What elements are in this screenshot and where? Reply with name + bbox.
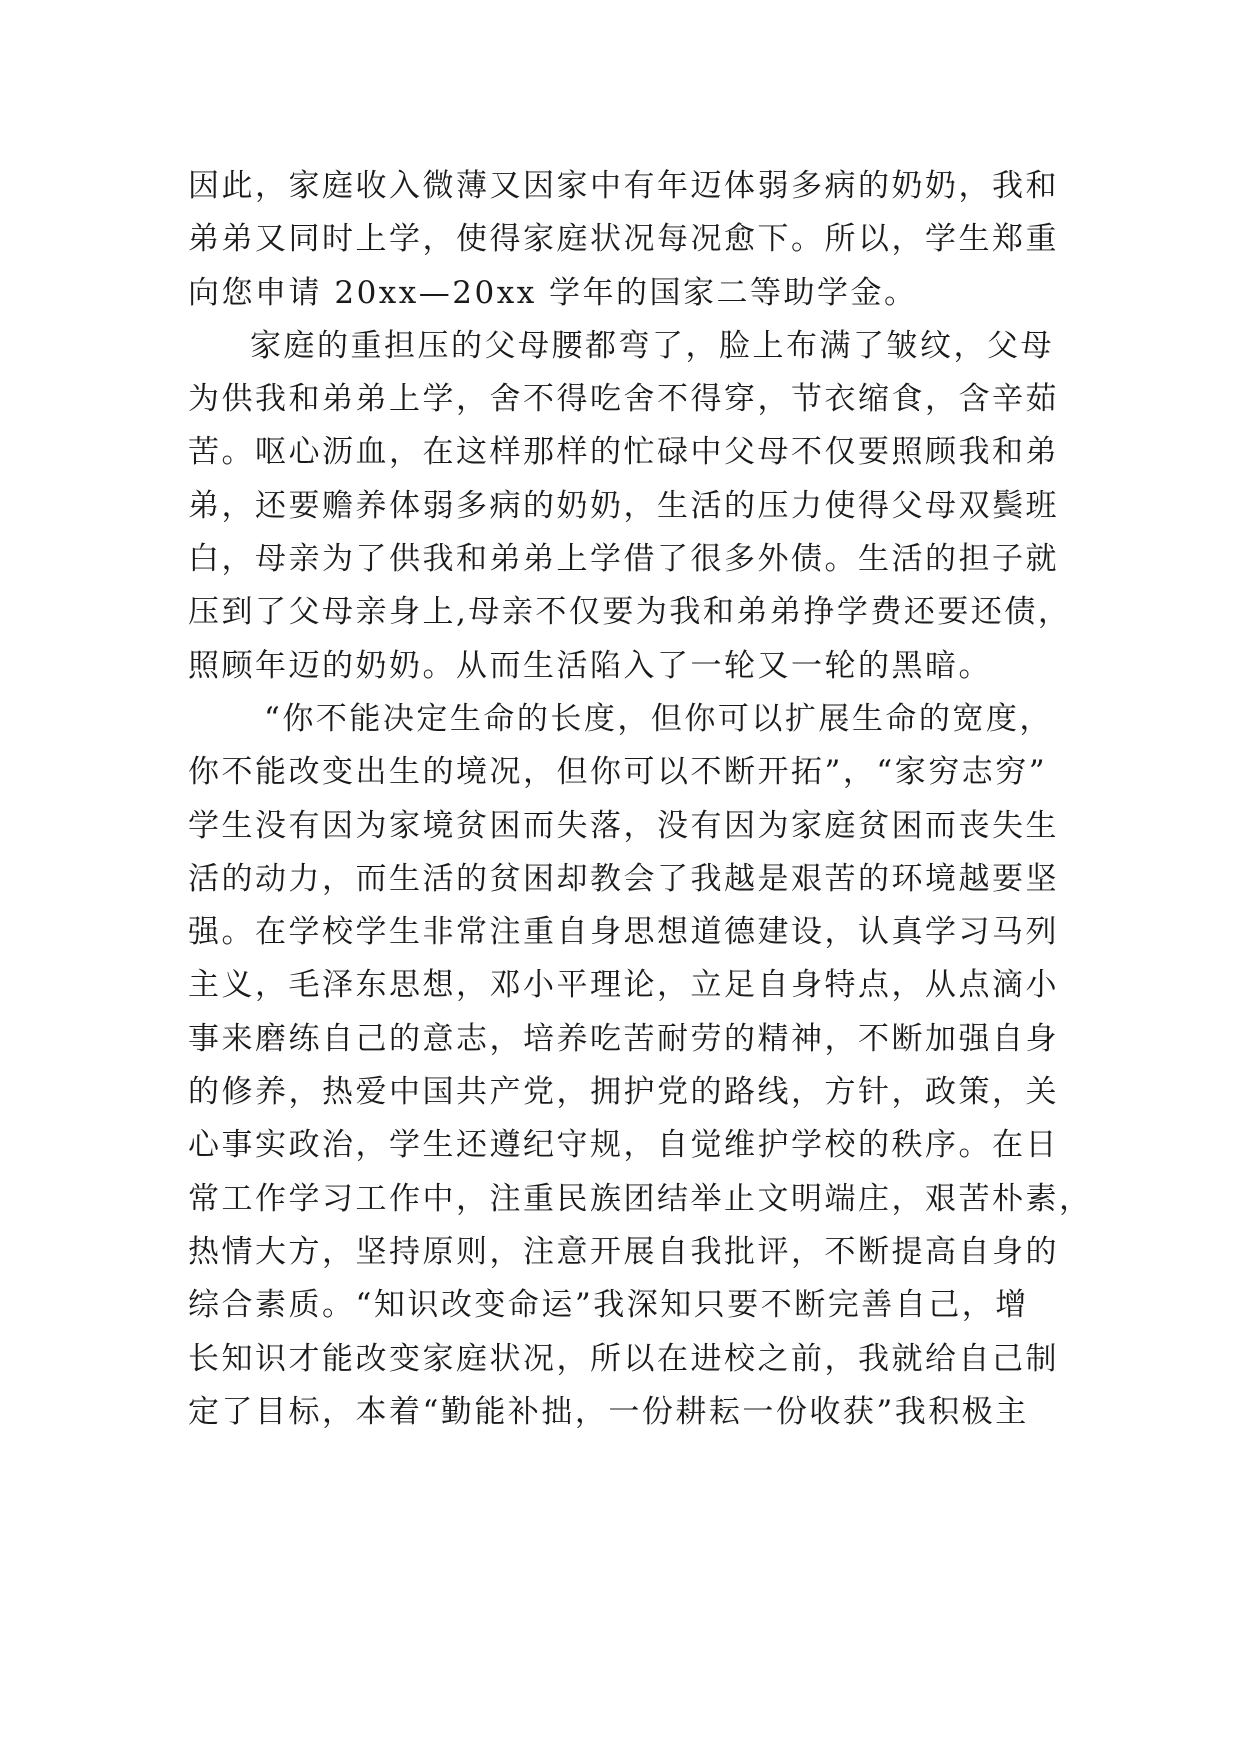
text-line: 弟弟又同时上学，使得家庭状况每况愈下。所以，学生郑重	[188, 221, 1059, 258]
text-line: 活的动力，而生活的贫困却教会了我越是艰苦的环境越要坚	[188, 860, 1059, 897]
text-line: 向您申请 20xx—20xx 学年的国家二等助学金。	[188, 274, 918, 311]
text-line: 家庭的重担压的父母腰都弯了，脸上布满了皱纹，父母	[250, 327, 1054, 364]
text-line: 综合素质。“知识改变命运”我深知只要不断完善自己，增	[188, 1287, 1029, 1324]
text-line: 的修养，热爱中国共产党，拥护党的路线，方针，政策，关	[188, 1074, 1059, 1111]
text-line: 强。在学校学生非常注重自身思想道德建设，认真学习马列	[188, 914, 1059, 951]
text-line: 热情大方，坚持原则，注意开展自我批评，不断提高自身的	[188, 1233, 1059, 1270]
text-line: 弟，还要赡养体弱多病的奶奶，生活的压力使得父母双鬓班	[188, 487, 1059, 524]
text-line: 事来磨练自己的意志，培养吃苦耐劳的精神，不断加强自身	[188, 1020, 1059, 1057]
text-line: 定了目标，本着“勤能补拙，一份耕耘一份收获”我积极主	[188, 1393, 1029, 1430]
text-line: 长知识才能改变家庭状况，所以在进校之前，我就给自己制	[188, 1340, 1059, 1377]
text-line: 常工作学习工作中，注重民族团结举止文明端庄，艰苦朴素，	[188, 1180, 1093, 1217]
text-line: 压到了父母亲身上,母亲不仅要为我和弟弟挣学费还要还债，	[188, 594, 1072, 631]
text-line: “你不能决定生命的长度，但你可以扩展生命的宽度，	[264, 700, 1053, 737]
text-line: 因此，家庭收入微薄又因家中有年迈体弱多病的奶奶，我和	[188, 168, 1059, 204]
text-line: 心事实政治，学生还遵纪守规，自觉维护学校的秩序。在日	[188, 1127, 1059, 1164]
text-line: 你不能改变出生的境况，但你可以不断开拓”，“家穷志穷”	[188, 754, 1048, 791]
text-line: 学生没有因为家境贫困而失落，没有因为家庭贫困而丧失生	[188, 807, 1059, 844]
text-line: 苦。呕心沥血，在这样那样的忙碌中父母不仅要照顾我和弟	[188, 434, 1059, 471]
body-text	[188, 160, 1093, 1439]
text-line: 照顾年迈的奶奶。从而生活陷入了一轮又一轮的黑暗。	[188, 647, 992, 684]
text-line: 白，母亲为了供我和弟弟上学借了很多外债。生活的担子就	[188, 541, 1059, 578]
text-line: 主义，毛泽东思想，邓小平理论，立足自身特点，从点滴小	[188, 967, 1059, 1004]
text-line: 为供我和弟弟上学，舍不得吃舍不得穿，节衣缩食，含辛茹	[188, 381, 1059, 418]
